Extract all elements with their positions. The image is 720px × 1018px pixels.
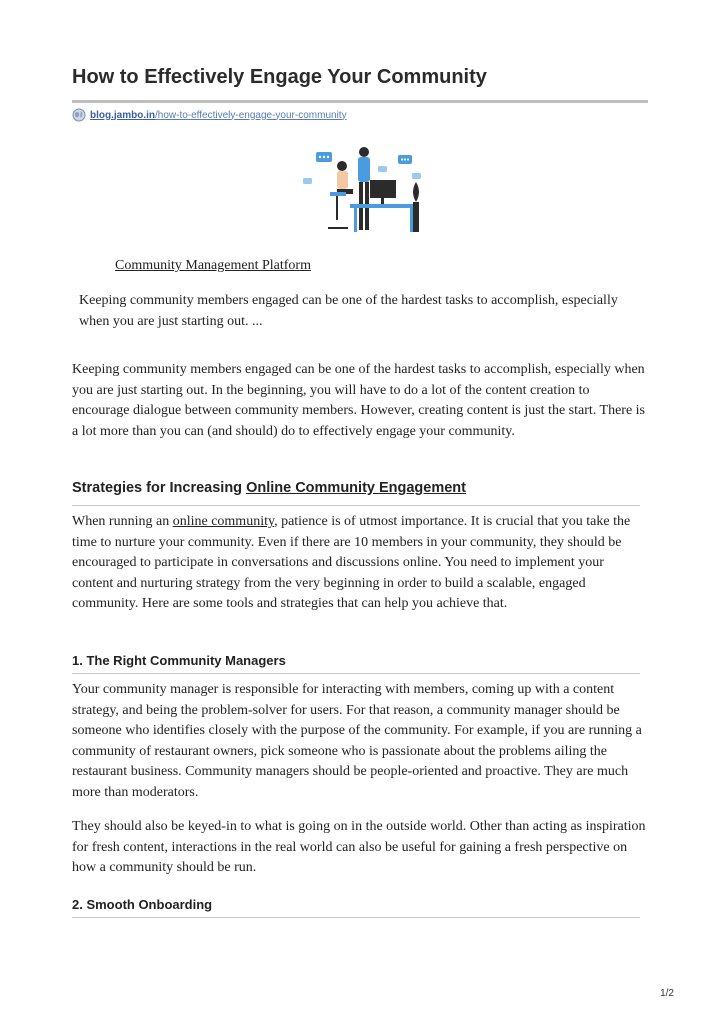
- intro-paragraph: Keeping community members engaged can be one of the hardest tasks to accomplish, especially when you are just starting out. In the beginning, you will have to do a lot of the content creation to encourage dialogue between community members. However, creating content is just the start. There is a lot more than you can (and should) do to effectively engage your community.: [72, 362, 645, 439]
- strategies-text-start: When running an: [72, 514, 173, 529]
- online-engagement-link[interactable]: Online Community Engagement: [246, 480, 466, 496]
- article-title: How to Effectively Engage Your Community: [72, 66, 487, 88]
- title-divider: [72, 100, 648, 103]
- subheading-onboarding: 2. Smooth Onboarding: [72, 897, 213, 912]
- section-divider: [72, 505, 640, 506]
- community-platform-link[interactable]: Community Management Platform: [115, 258, 311, 273]
- source-link[interactable]: [72, 108, 347, 122]
- page-number: 1/2: [660, 988, 674, 999]
- section-heading-text: Strategies for Increasing: [72, 480, 247, 496]
- article-summary: Keeping community members engaged can be one of the hardest tasks to accomplish, especially when you are just starting out. ...: [79, 293, 618, 329]
- community-managers-paragraph: Your community manager is responsible for interacting with members, coming up with a content strategy, and being the problem-solver for users. For that reason, a community manager should be someone who identifies closely with the purpose of the community. For example, if you are running a community of restaurant owners, pick someone who is passionate about the problems ailing the restaurant business. Community managers should be people-oriented and proactive. They are much more than moderators.: [72, 682, 642, 800]
- globe-icon: [72, 108, 86, 122]
- strategies-text-end: , patience is of utmost importance. It is crucial that you take the time to nurture your community. Even if there are 10 members in your community, they should be encouraged to participate in conversations and discussions online. You need to implement your content and nurturing strategy from the very beginning in order to build a scalable, engaged community. Here are some tools and strategies that can help you achieve that.: [72, 514, 631, 611]
- section-heading: [72, 480, 466, 496]
- strategies-paragraph: [72, 512, 648, 615]
- online-community-link[interactable]: online community: [172, 514, 275, 529]
- source-domain[interactable]: blog.jambo.in: [90, 109, 155, 121]
- office-illustration: [300, 142, 426, 238]
- subheading-divider: [72, 673, 640, 674]
- onboarding-divider: [72, 917, 640, 918]
- subheading-community-managers: 1. The Right Community Managers: [72, 653, 286, 668]
- outside-world-paragraph: They should also be keyed-in to what is going on in the outside world. Other than acting as inspiration for fresh content, interactions in the real world can also be useful for gaining a fresh perspective on how a community should be run.: [72, 819, 646, 875]
- source-path[interactable]: /how-to-effectively-engage-your-community: [155, 109, 347, 121]
